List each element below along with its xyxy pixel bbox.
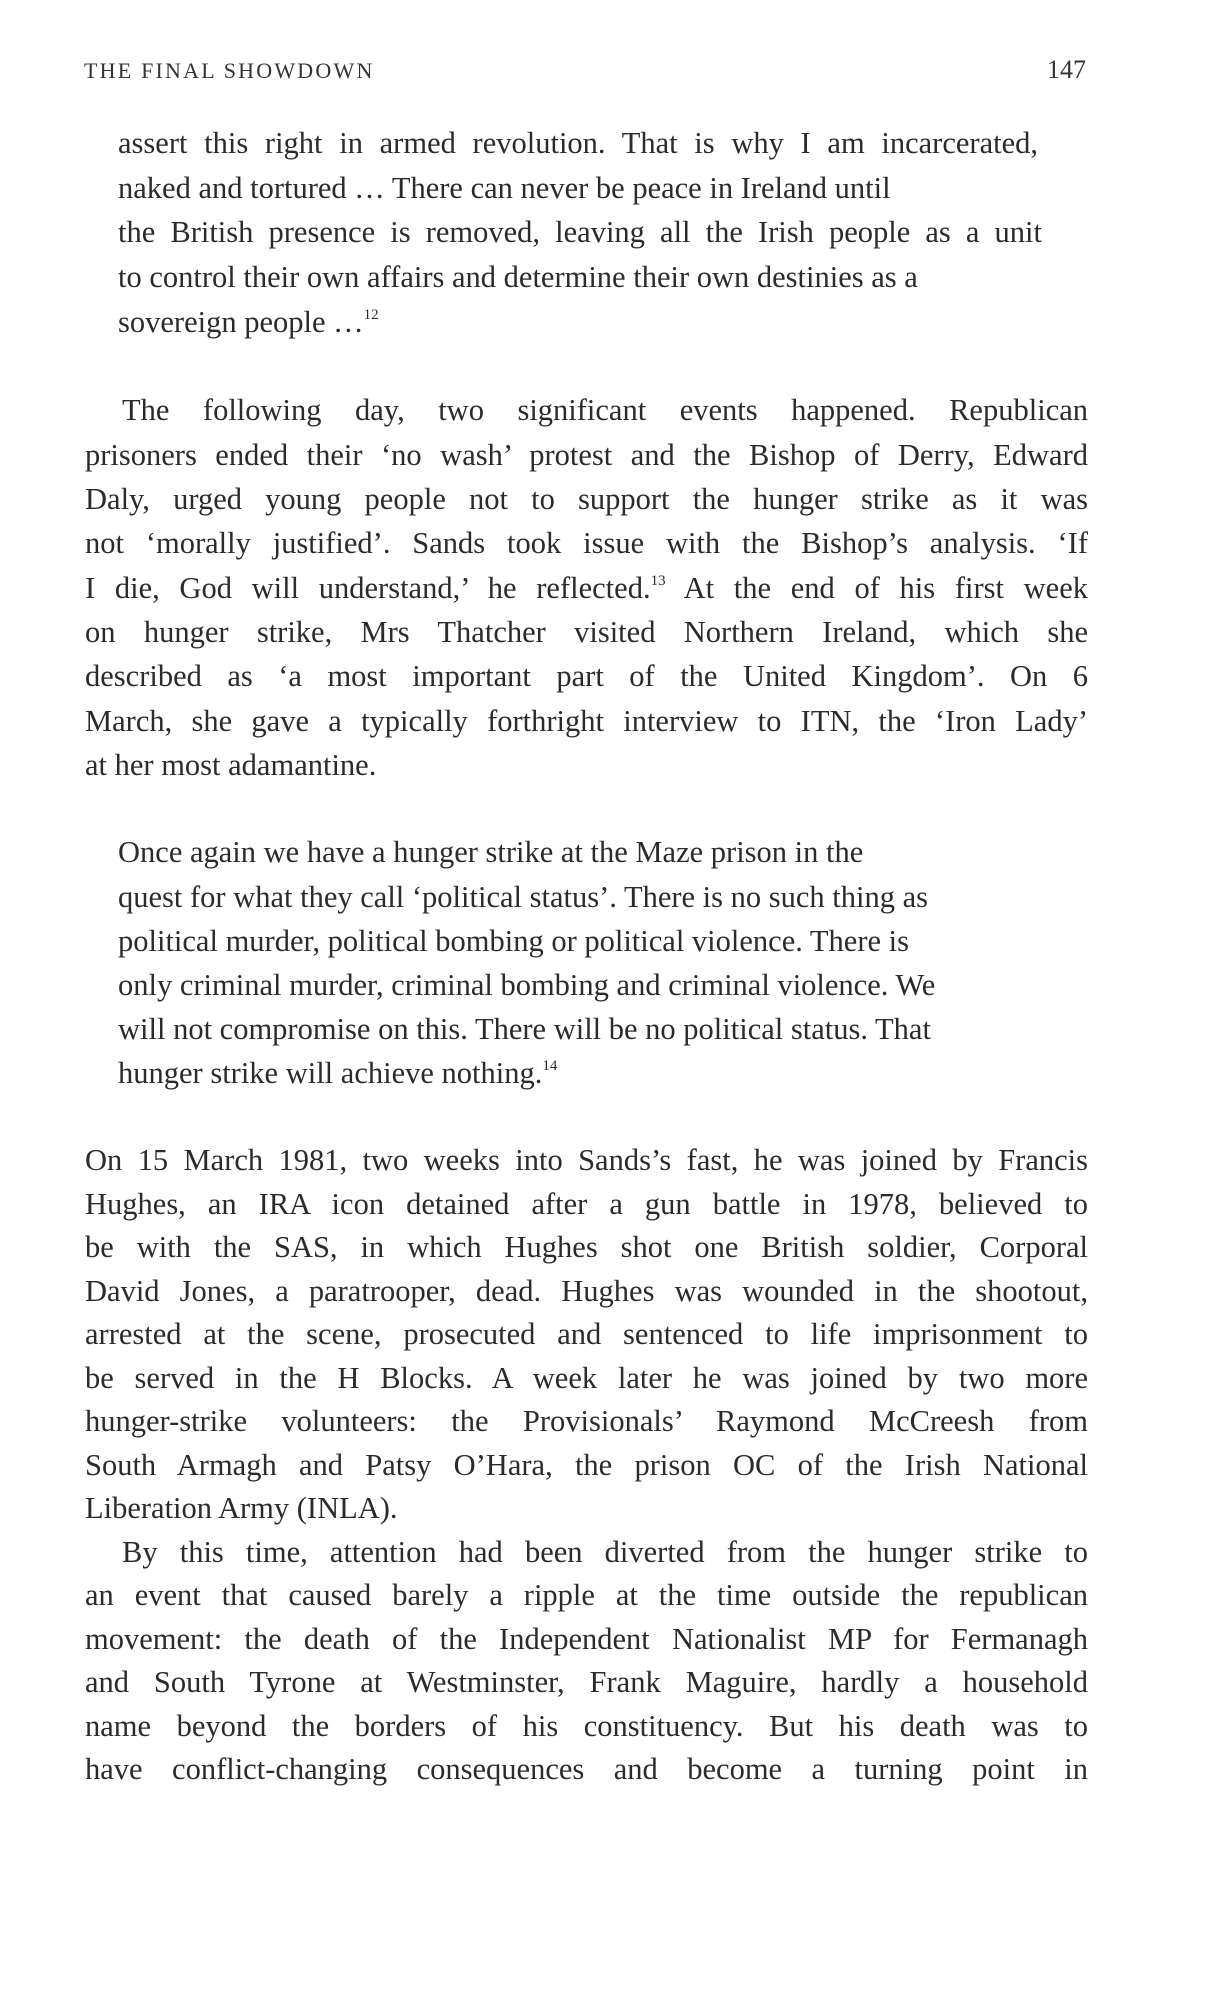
text-line: at her most adamantine. <box>85 748 377 782</box>
text-line: quest for what they call ‘political status’. There is no such thing as <box>118 880 929 914</box>
text-line: to control their own affairs and determine their own destinies as a <box>118 260 918 294</box>
text-line: arrested at the scene, prosecuted and sentenced to life imprisonment to <box>85 1317 1088 1351</box>
page-number: 147 <box>1047 55 1086 84</box>
footnote-marker[interactable]: 12 <box>363 307 379 323</box>
footnote-marker[interactable]: 13 <box>650 573 666 589</box>
text-line: name beyond the borders of his constituency. But his death was to <box>85 1709 1088 1743</box>
text-line: not ‘morally justified’. Sands took issue with the Bishop’s analysis. ‘If <box>85 526 1088 560</box>
text-line: By this time, attention had been diverted from the hunger strike to <box>122 1535 1088 1569</box>
text-line: have conflict-changing consequences and become a turning point in <box>85 1752 1088 1786</box>
text-line: an event that caused barely a ripple at the time outside the republican <box>85 1578 1088 1612</box>
text-line: political murder, political bombing or political violence. There is <box>118 924 910 958</box>
text-line: Liberation Army (INLA). <box>85 1491 398 1525</box>
text-line: March, she gave a typically forthright interview to ITN, the ‘Iron Lady’ <box>85 704 1088 738</box>
text-line: The following day, two significant events happened. Republican <box>122 393 1088 427</box>
text-line: hunger strike will achieve nothing.$^{14}$ <box>118 1056 558 1090</box>
text-line: movement: the death of the Independent Nationalist MP for Fermanagh <box>85 1622 1088 1656</box>
text-line: Once again we have a hunger strike at the Maze prison in the <box>118 835 864 869</box>
text-line: will not compromise on this. There will be no political status. That <box>118 1012 931 1046</box>
text-line: be served in the H Blocks. A week later he was joined by two more <box>85 1361 1088 1395</box>
footnote-marker[interactable]: 14 <box>542 1058 558 1074</box>
text-line: Daly, urged young people not to support the hunger strike as it was <box>85 482 1088 516</box>
text-line: Hughes, an IRA icon detained after a gun battle in 1978, believed to <box>85 1187 1088 1221</box>
running-title: THE FINAL SHOWDOWN <box>84 58 375 83</box>
text-line: I die, God will understand,’ he reflected.$^{13}$ At the end of his first week <box>85 571 1088 605</box>
text-line: assert this right in armed revolution. That is why I am incarcerated, <box>118 126 1038 160</box>
text-line: On 15 March 1981, two weeks into Sands’s fast, he was joined by Francis <box>85 1143 1088 1177</box>
text-line: South Armagh and Patsy O’Hara, the prison OC of the Irish National <box>85 1448 1088 1482</box>
text-line: be with the SAS, in which Hughes shot one British soldier, Corporal <box>85 1230 1088 1264</box>
text-line: naked and tortured … There can never be peace in Ireland until <box>118 171 891 205</box>
text-line: and South Tyrone at Westminster, Frank Maguire, hardly a household <box>85 1665 1088 1699</box>
text-line: only criminal murder, criminal bombing and criminal violence. We <box>118 968 936 1002</box>
text-line: hunger-strike volunteers: the Provisionals’ Raymond McCreesh from <box>85 1404 1088 1438</box>
text-line: David Jones, a paratrooper, dead. Hughes was wounded in the shootout, <box>85 1274 1088 1308</box>
text-line: described as ‘a most important part of the United Kingdom’. On 6 <box>85 659 1088 693</box>
text-line: sovereign people …$^{12}$ <box>118 305 379 339</box>
text-line: on hunger strike, Mrs Thatcher visited Northern Ireland, which she <box>85 615 1088 649</box>
text-line: the British presence is removed, leaving all the Irish people as a unit <box>118 215 1042 249</box>
text-line: prisoners ended their ‘no wash’ protest and the Bishop of Derry, Edward <box>85 438 1088 472</box>
